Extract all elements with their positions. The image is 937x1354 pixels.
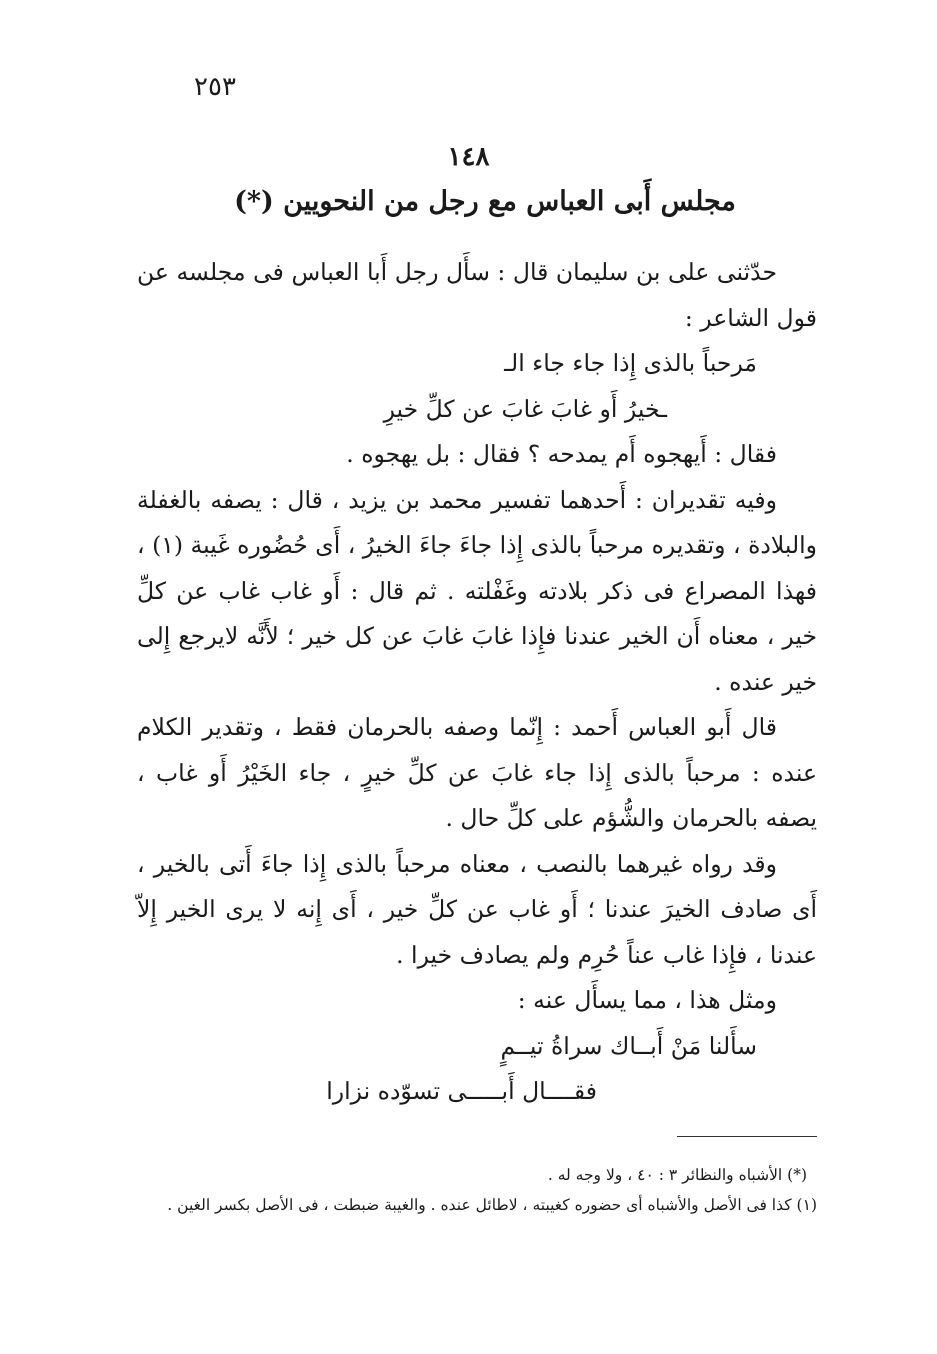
paragraph-question: فقال : أَيهجوه أَم يمدحه ؟ فقال : بل يهجوه . <box>346 440 777 468</box>
footnote-1: (١) كذا فى الأصل والأشباه أى حضوره كغيبته ، لاطائل عنده . والغيبة ضبطت ، فى الأصل بكسر الغين . <box>167 1196 817 1214</box>
paragraph-example-intro: ومثل هذا ، مما يسأَل عنه : <box>517 986 777 1014</box>
paragraph-intro: حدّثنى على بن سليمان قال : سأَل رجل أَبا العباس فى مجلسه عن قول الشاعر : <box>137 258 817 332</box>
verse-line-4: فقــــال أَبـــــى تسوّده نزارا <box>326 1077 597 1105</box>
main-text <box>137 250 817 1115</box>
verse-line-1: مَرحباً بالذى إِذا جاء جاء الـ <box>504 349 757 377</box>
paragraph-alternate-reading: وقد رواه غيرهما بالنصب ، معناه مرحباً بالذى إِذا جاءَ أَتى بالخير ، أَى صادف الخيرَ عندنا ؛ أَو غاب عن كلِّ خير ، أَى إِنه لا يرى الخير إِلاّ عندنا ، فإِذا غاب عناً حُرِم ولم يصادف خيرا . <box>137 849 817 969</box>
section-title: مجلس أَبى العباس مع رجل من النحويين (*) <box>234 186 736 217</box>
footnote-divider <box>677 1136 817 1137</box>
footnote-star: (*) الأشباه والنظائر ٣ : ٤٠ ، ولا وجه له . <box>547 1166 807 1184</box>
section-number: ١٤٨ <box>447 142 490 172</box>
verse-line-3: سأَلنا مَنْ أَبــاك سراةُ تيــمٍ <box>500 1031 757 1060</box>
paragraph-abu-abbas: قال أَبو العباس أَحمد : إِنّما وصفه بالحرمان فقط ، وتقدير الكلام عنده : مرحباً بالذى إِذا جاء غابَ عن كلِّ خيرٍ ، جاء الخَيْرُ أَو غاب ، يصفه بالحرمان والشُّؤم على كلِّ حال . <box>137 713 817 832</box>
paragraph-first-interpretation: وفيه تقديران : أَحدهما تفسير محمد بن يزيد ، قال : يصفه بالغفلة والبلادة ، وتقديره مرحباً بالذى إِذا جاءَ جاءَ الخيرُ ، أَى حُضُوره غَيبة (١) ، فهذا المصراع فى ذكر بلادته وغَفْلته . ثم قال : أَو غاب غاب عن كلِّ خير ، معناه أَن الخير عندنا فإِذا غابَ غابَ عن كل خير ؛ لأَنَّه لايرجع إِلى خير عنده . <box>137 485 817 696</box>
footnotes <box>127 1160 817 1220</box>
page-number: ٢٥٣ <box>194 72 236 102</box>
verse-line-2: ـخيرُ أَو غابَ غابَ عن كلِّ خيرِ <box>383 394 667 423</box>
